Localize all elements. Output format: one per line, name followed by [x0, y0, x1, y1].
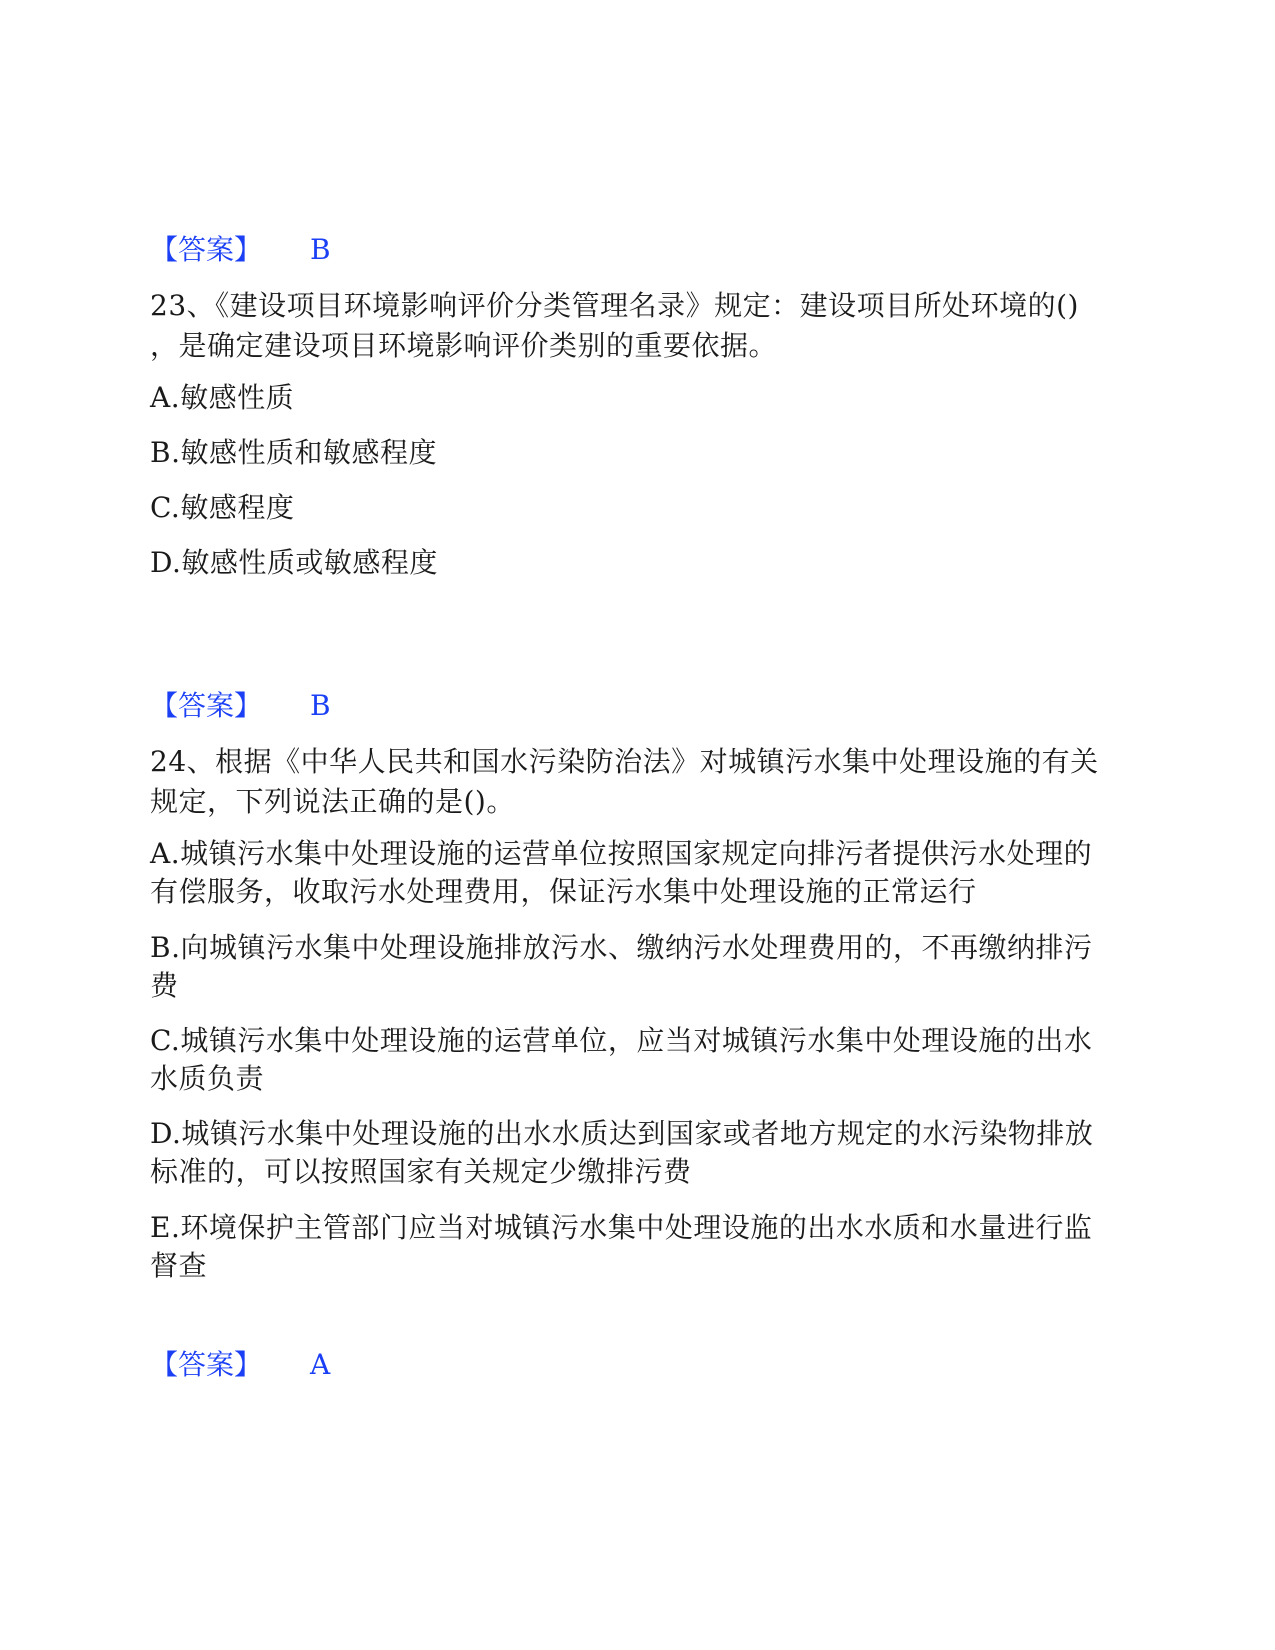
answer-label: 【答案】 — [150, 233, 263, 266]
question-23-option-d: D.敏感性质或敏感程度 — [150, 546, 438, 579]
question-23-option-a: A.敏感性质 — [150, 381, 295, 414]
answer-label: 【答案】 — [150, 689, 263, 722]
question-24-option-d-line-1: D.城镇污水集中处理设施的出水水质达到国家或者地方规定的水污染物排放 — [150, 1117, 1094, 1150]
question-24-line-1: 24、根据《中华人民共和国水污染防治法》对城镇污水集中处理设施的有关 — [150, 745, 1099, 778]
question-23-option-c: C.敏感程度 — [150, 491, 295, 524]
question-23-line-1: 23、《建设项目环境影响评价分类管理名录》规定：建设项目所处环境的() — [150, 289, 1079, 322]
answer-block-2 — [150, 686, 331, 726]
question-24-option-c-line-1: C.城镇污水集中处理设施的运营单位，应当对城镇污水集中处理设施的出水 — [150, 1024, 1093, 1057]
question-23-option-b: B.敏感性质和敏感程度 — [150, 436, 437, 469]
question-24-option-a-line-1: A.城镇污水集中处理设施的运营单位按照国家规定向排污者提供污水处理的 — [150, 837, 1093, 870]
answer-block-3 — [150, 1345, 330, 1385]
question-24-option-b-line-2: 费 — [150, 969, 179, 1002]
answer-label: 【答案】 — [150, 1348, 263, 1381]
question-24-option-a-line-2: 有偿服务，收取污水处理费用，保证污水集中处理设施的正常运行 — [150, 875, 977, 908]
answer-value: B — [310, 689, 331, 722]
question-23-line-2: ，是确定建设项目环境影响评价类别的重要依据。 — [150, 329, 778, 362]
question-24-option-c-line-2: 水质负责 — [150, 1062, 265, 1095]
answer-value: A — [310, 1348, 331, 1381]
question-24-option-e-line-2: 督查 — [150, 1249, 208, 1282]
answer-block-1 — [150, 230, 331, 270]
question-24-option-e-line-1: E.环境保护主管部门应当对城镇污水集中处理设施的出水水质和水量进行监 — [150, 1211, 1093, 1244]
question-24-line-2: 规定，下列说法正确的是()。 — [150, 785, 515, 818]
answer-value: B — [310, 233, 331, 266]
question-24-option-b-line-1: B.向城镇污水集中处理设施排放污水、缴纳污水处理费用的，不再缴纳排污 — [150, 931, 1093, 964]
question-24-option-d-line-2: 标准的，可以按照国家有关规定少缴排污费 — [150, 1155, 692, 1188]
